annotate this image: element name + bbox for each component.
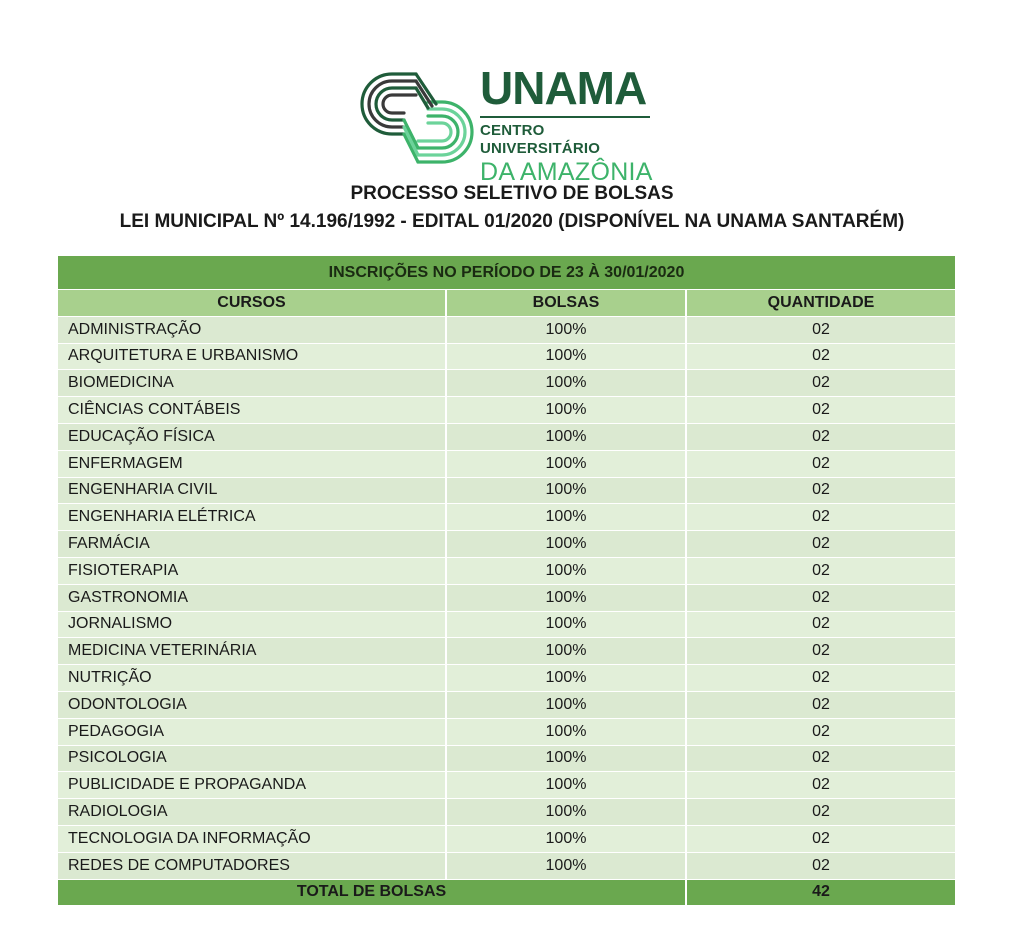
- scholarship-percent: 100%: [446, 531, 686, 558]
- scholarship-quantity: 02: [686, 423, 956, 450]
- total-value: 42: [686, 879, 956, 906]
- table-row: [58, 745, 956, 772]
- table-row: [58, 799, 956, 826]
- document-header: [0, 180, 1024, 236]
- scholarship-percent: 100%: [446, 718, 686, 745]
- course-name: ENFERMAGEM: [58, 450, 446, 477]
- scholarship-percent: 100%: [446, 504, 686, 531]
- unama-logo: [358, 62, 658, 186]
- course-name: PEDAGOGIA: [58, 718, 446, 745]
- table-row: [58, 691, 956, 718]
- table-row: [58, 477, 956, 504]
- scholarship-percent: 100%: [446, 852, 686, 879]
- course-name: PSICOLOGIA: [58, 745, 446, 772]
- table-header-row: [58, 290, 956, 317]
- page-subtitle: LEI MUNICIPAL Nº 14.196/1992 - EDITAL 01/2020 (DISPONÍVEL NA UNAMA SANTARÉM): [119, 211, 905, 232]
- course-name: PUBLICIDADE E PROPAGANDA: [58, 772, 446, 799]
- scholarship-quantity: 02: [686, 397, 956, 424]
- scholarship-percent: 100%: [446, 772, 686, 799]
- scholarship-quantity: 02: [686, 718, 956, 745]
- course-name: ENGENHARIA CIVIL: [58, 477, 446, 504]
- course-name: ODONTOLOGIA: [58, 691, 446, 718]
- scholarship-percent: 100%: [446, 584, 686, 611]
- table-row: [58, 852, 956, 879]
- page-title: PROCESSO SELETIVO DE BOLSAS: [350, 183, 674, 204]
- course-name: FISIOTERAPIA: [58, 557, 446, 584]
- scholarship-percent: 100%: [446, 691, 686, 718]
- course-name: FARMÁCIA: [58, 531, 446, 558]
- table-total-row: [58, 879, 956, 906]
- unama-logo-mark-icon: [358, 66, 476, 170]
- scholarship-percent: 100%: [446, 557, 686, 584]
- table-row: [58, 611, 956, 638]
- scholarship-quantity: 02: [686, 772, 956, 799]
- scholarship-quantity: 02: [686, 557, 956, 584]
- course-name: GASTRONOMIA: [58, 584, 446, 611]
- registration-period-banner: INSCRIÇÕES NO PERÍODO DE 23 À 30/01/2020: [58, 256, 956, 290]
- table-row: [58, 504, 956, 531]
- table-row: [58, 531, 956, 558]
- course-name: ADMINISTRAÇÃO: [58, 316, 446, 343]
- total-label: TOTAL DE BOLSAS: [58, 879, 686, 906]
- scholarship-percent: 100%: [446, 450, 686, 477]
- scholarship-quantity: 02: [686, 531, 956, 558]
- course-name: NUTRIÇÃO: [58, 665, 446, 692]
- scholarship-percent: 100%: [446, 370, 686, 397]
- scholarship-table: [58, 256, 957, 906]
- course-name: ARQUITETURA E URBANISMO: [58, 343, 446, 370]
- scholarship-percent: 100%: [446, 638, 686, 665]
- scholarship-percent: 100%: [446, 745, 686, 772]
- scholarship-quantity: 02: [686, 584, 956, 611]
- table-row: [58, 450, 956, 477]
- scholarship-quantity: 02: [686, 691, 956, 718]
- column-header-bolsas: BOLSAS: [446, 290, 686, 317]
- table-row: [58, 370, 956, 397]
- brand-subtitle: CENTRO UNIVERSITÁRIO: [480, 122, 601, 157]
- course-name: MEDICINA VETERINÁRIA: [58, 638, 446, 665]
- course-name: TECNOLOGIA DA INFORMAÇÃO: [58, 825, 446, 852]
- course-name: BIOMEDICINA: [58, 370, 446, 397]
- brand-subtitle-2: DA AMAZÔNIA: [480, 158, 653, 186]
- scholarship-quantity: 02: [686, 611, 956, 638]
- scholarship-quantity: 02: [686, 450, 956, 477]
- brand-divider: [480, 116, 650, 118]
- column-header-quantidade: QUANTIDADE: [686, 290, 956, 317]
- course-name: REDES DE COMPUTADORES: [58, 852, 446, 879]
- scholarship-percent: 100%: [446, 343, 686, 370]
- table-row: [58, 557, 956, 584]
- course-name: CIÊNCIAS CONTÁBEIS: [58, 397, 446, 424]
- scholarship-quantity: 02: [686, 852, 956, 879]
- course-name: JORNALISMO: [58, 611, 446, 638]
- scholarship-percent: 100%: [446, 611, 686, 638]
- scholarship-quantity: 02: [686, 370, 956, 397]
- scholarship-percent: 100%: [446, 397, 686, 424]
- table-row: [58, 718, 956, 745]
- scholarship-quantity: 02: [686, 343, 956, 370]
- table-banner-row: [58, 256, 956, 290]
- brand-name: UNAMA: [480, 62, 647, 114]
- course-name: ENGENHARIA ELÉTRICA: [58, 504, 446, 531]
- scholarship-quantity: 02: [686, 477, 956, 504]
- scholarship-percent: 100%: [446, 825, 686, 852]
- scholarship-percent: 100%: [446, 423, 686, 450]
- table-row: [58, 665, 956, 692]
- table-row: [58, 343, 956, 370]
- scholarship-quantity: 02: [686, 504, 956, 531]
- table-row: [58, 772, 956, 799]
- table-row: [58, 423, 956, 450]
- scholarship-quantity: 02: [686, 316, 956, 343]
- scholarship-percent: 100%: [446, 316, 686, 343]
- course-name: EDUCAÇÃO FÍSICA: [58, 423, 446, 450]
- scholarship-quantity: 02: [686, 665, 956, 692]
- scholarship-percent: 100%: [446, 665, 686, 692]
- table-row: [58, 825, 956, 852]
- scholarship-percent: 100%: [446, 799, 686, 826]
- course-name: RADIOLOGIA: [58, 799, 446, 826]
- scholarship-quantity: 02: [686, 799, 956, 826]
- table-row: [58, 397, 956, 424]
- scholarship-percent: 100%: [446, 477, 686, 504]
- table-row: [58, 638, 956, 665]
- scholarship-quantity: 02: [686, 825, 956, 852]
- scholarship-quantity: 02: [686, 745, 956, 772]
- scholarship-quantity: 02: [686, 638, 956, 665]
- table-row: [58, 584, 956, 611]
- column-header-cursos: CURSOS: [58, 290, 446, 317]
- table-row: [58, 316, 956, 343]
